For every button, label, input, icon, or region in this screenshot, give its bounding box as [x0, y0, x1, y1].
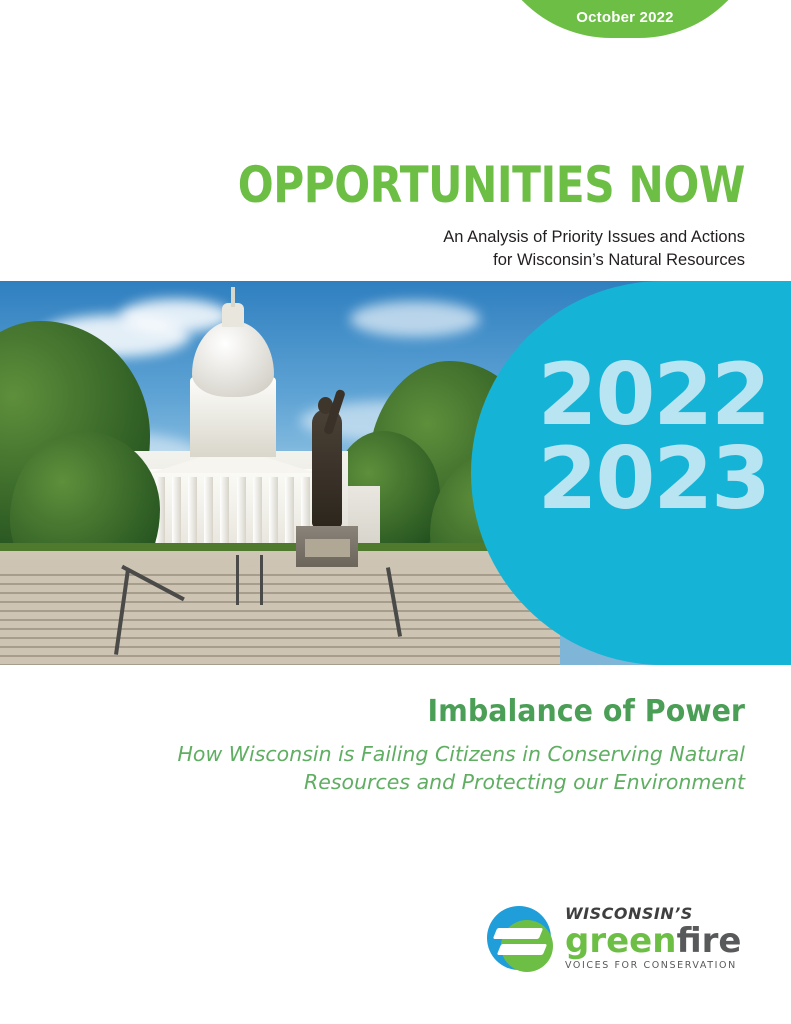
- logo-greenfire: [565, 921, 742, 961]
- page-title: OPPORTUNITIES NOW: [237, 156, 745, 214]
- logo-swoosh-icon: [493, 928, 543, 939]
- logo-tagline: VOICES FOR CONSERVATION: [565, 960, 737, 971]
- logo-wordmark: [565, 904, 741, 971]
- organization-logo: [487, 900, 747, 978]
- greenfire-logo-icon: [487, 906, 557, 972]
- logo-word-fire: fire: [676, 921, 742, 961]
- report-heading: Imbalance of Power: [427, 694, 745, 729]
- logo-swoosh-icon: [497, 944, 547, 955]
- plaza-steps: [0, 567, 560, 665]
- handrail: [236, 555, 239, 605]
- handrail: [260, 555, 263, 605]
- capitol-spire: [231, 287, 235, 307]
- report-subheading-line-2: Resources and Protecting our Environment: [303, 769, 745, 794]
- report-subheading: [60, 741, 745, 796]
- report-subheading-line-1: How Wisconsin is Failing Citizens in Conserving Natural: [177, 742, 745, 766]
- statue-plaque: [305, 539, 350, 557]
- cover-subtitle-line-1: An Analysis of Priority Issues and Actions: [443, 228, 745, 246]
- year-range: [537, 345, 769, 530]
- cloud: [350, 301, 480, 337]
- year-end: 2023: [537, 429, 769, 530]
- report-heading-block: [60, 694, 745, 796]
- logo-wisconsins: WISCONSIN’S: [565, 904, 693, 923]
- date-banner-label: October 2022: [576, 9, 674, 26]
- cover-title-block: [40, 156, 745, 272]
- year-start: 2022: [537, 345, 769, 445]
- cover-subtitle-line-2: for Wisconsin’s Natural Resources: [493, 250, 745, 269]
- logo-word-green: green: [565, 921, 677, 961]
- hero-band: [0, 281, 791, 665]
- cover-subtitle: [40, 226, 745, 272]
- date-banner: [487, 0, 763, 38]
